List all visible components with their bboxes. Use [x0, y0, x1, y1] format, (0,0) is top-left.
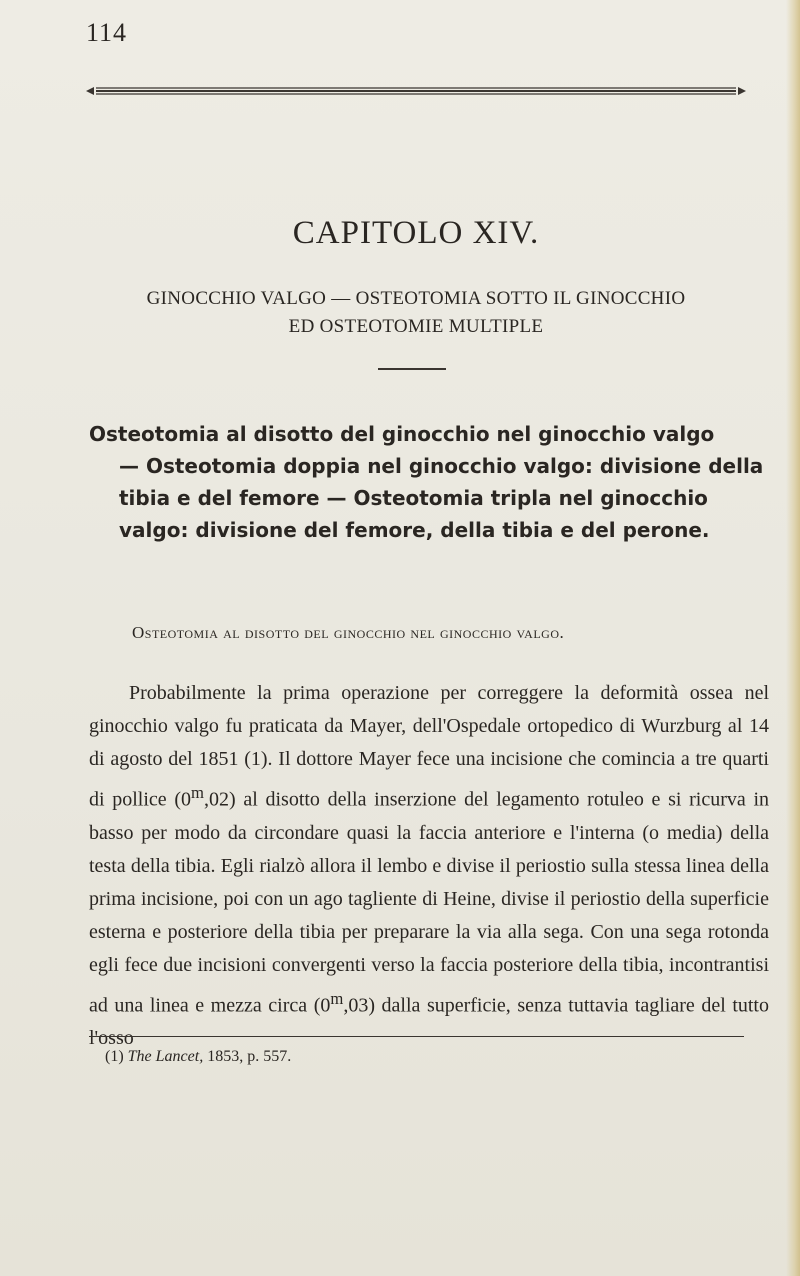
header-ornament-rule — [86, 84, 746, 98]
body-text-part3: ,03) dalla superficie, senza tuttavia tagliare del tutto l'osso — [89, 994, 769, 1050]
unit-superscript: m — [330, 988, 344, 1008]
body-text-part2: ,02) al disotto della inserzione del legamento rotuleo e si ricurva in basso per modo da circondare quasi la faccia anteriore e l'interna (o media) della testa della tibia. Egli rialzò allora il lembo e divise il periostio sulla stessa linea della prima incisione, poi con un ago tagliente di Heine, divise il periostio della superficie esterna e posteriore della tibia per preparare la via alla sega. Con una sega rotonda egli fece due incisioni convergenti verso la faccia posteriore della tibia, incontrantisi ad una linea e mezza circa (0 — [89, 788, 770, 1017]
unit-superscript: m — [191, 783, 204, 802]
summary-line1: Osteotomia al disotto del ginocchio nel ginocchio valgo — [89, 422, 715, 446]
footnote-rule — [89, 1036, 744, 1037]
chapter-subtitle — [86, 285, 746, 341]
chapter-subtitle-line1: GINOCCHIO VALGO — OSTEOTOMIA SOTTO IL GINOCCHIO — [146, 288, 686, 309]
divider-rule — [378, 368, 446, 370]
footnote-marker: (1) — [105, 1048, 124, 1065]
chapter-summary — [89, 418, 769, 546]
page-number: 114 — [86, 18, 128, 47]
body-text-part1: Probabilmente la prima operazione per correggere la deformità ossea nel ginocchio valgo fu praticata da Mayer, dell'Ospedale ortopedico di Wurzburg al 14 di agosto del 1851 (1). Il dottore Mayer fece una incisione che comincia a tre quarti di pollice (0 — [89, 682, 769, 811]
chapter-title: CAPITOLO XIV. — [292, 215, 540, 251]
footnote-source: The Lancet, — [127, 1048, 204, 1065]
footnote — [105, 1048, 291, 1066]
body-paragraph — [89, 677, 769, 1055]
chapter-subtitle-line2: ED OSTEOTOMIE MULTIPLE — [288, 316, 544, 337]
section-heading: Osteotomia al disotto del ginocchio nel ginocchio valgo. — [132, 623, 565, 642]
summary-line2: — Osteotomia doppia nel ginocchio valgo: divisione della tibia e del femore — Osteotomia tripla nel ginocchio valgo: divisione del femore, della tibia e del perone. — [119, 454, 764, 542]
footnote-detail: 1853, p. 557. — [207, 1048, 292, 1065]
page-edge-stain — [786, 0, 800, 1276]
